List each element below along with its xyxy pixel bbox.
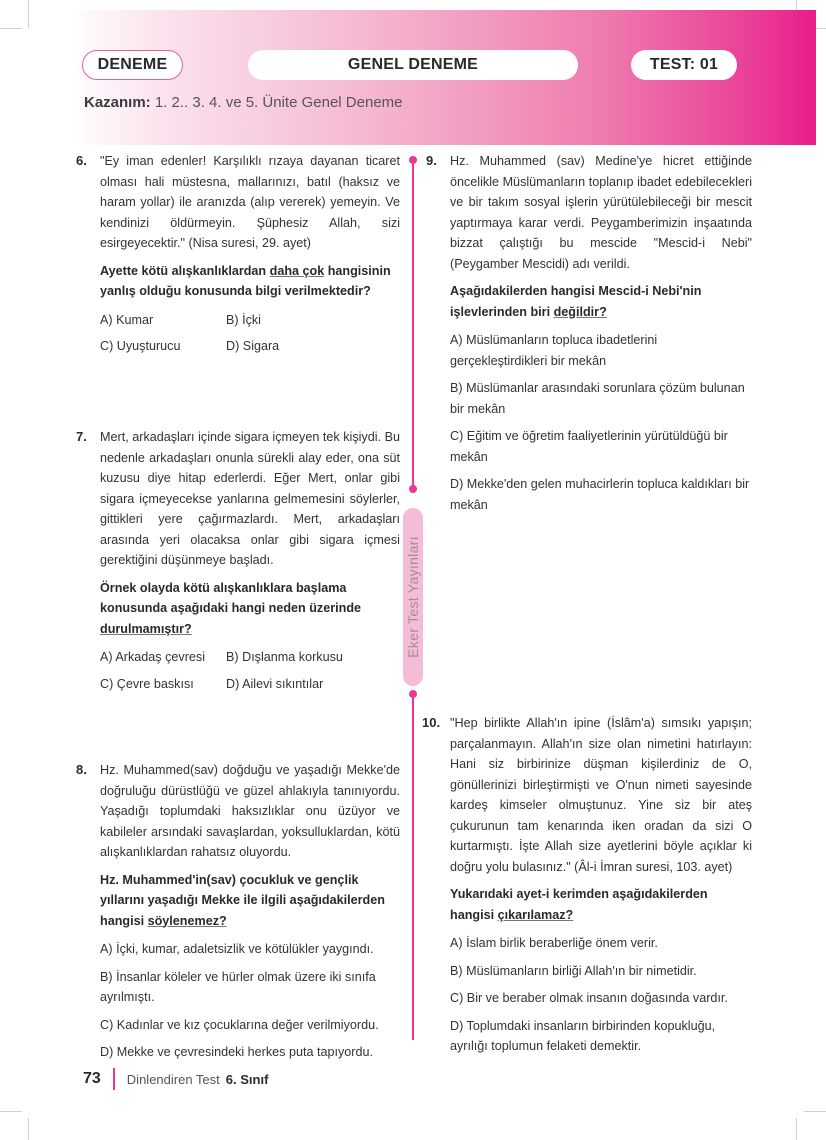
crop-mark (0, 1111, 22, 1112)
option-a[interactable]: A) İslam birlik beraberliğe önem verir. (450, 936, 658, 950)
publisher-name: Eker Test Yayınları (405, 536, 421, 658)
options (100, 310, 400, 357)
deneme-badge: DENEME (82, 50, 183, 80)
question-number: 9. (426, 153, 437, 168)
question-stem: Yukarıdaki ayet-i kerimden aşağıdakilerden hangisi çıkarılamaz? (450, 887, 708, 922)
option-c[interactable]: C) Kadınlar ve kız çocuklarına değer verilmiyordu. (100, 1017, 379, 1032)
question-text: Hz. Muhammed(sav) doğduğu ve yaşadığı Mekke'de doğruluğu dürüstlüğü ve güzel ahlakıyla tanınıyordu. Yaşadığı toplumdaki haksızlıklar onu üzüyor ve kabileler arsındaki savaşlardan, yoksulluklardan, kötü alışkanlıklardan rahatsız oluyordu. (100, 763, 400, 859)
question-number: 8. (76, 762, 87, 777)
kazanim-line (84, 94, 403, 111)
question-number: 7. (76, 429, 87, 444)
question-text: Hz. Muhammed (sav) Medine'ye hicret ettiğinde öncelikle Müslümanların toplanıp ibadet edebilecekleri ve bir takım sosyal işlerin yürütülebileceği bir mescit yaptırmaya karar verdi. Peygamberimizin inşaatında bizzat çalıştığı bu mescide "Mescid-i Nebi" (Peygamber Mescidi) adı verildi. (450, 154, 752, 271)
question-text: "Hep birlikte Allah'ın ipine (İslâm'a) sımsıkı yapışın; parçalanmayın. Allah'ın size olan nimetini hatırlayın: Hani siz birbirinize düşman kişilerdiniz de O, gönüllerinizi birleştirmişti ve O'nun nimeti sayesinde kardeş kimseler olmuştunuz. Yine siz bir ateş çukurunun tam kenarında iken oradan da sizi O kurtarmıştı. İşte Allah size ayetlerini böyle açıklar ki doğru yolu bulasınız." (Âl-i İmran suresi, 103. ayet) (450, 716, 752, 874)
options (100, 647, 400, 694)
option-a[interactable]: A) Kumar (100, 312, 154, 327)
page-footer (83, 1068, 268, 1090)
option-c[interactable]: C) Uyuşturucu (100, 339, 181, 353)
option-a[interactable]: A) Arkadaş çevresi (100, 650, 205, 664)
column-divider (412, 160, 414, 488)
crop-mark (796, 1118, 797, 1140)
test-number-badge: TEST: 01 (631, 50, 737, 80)
question-stem: Ayette kötü alışkanlıklardan daha çok hangisinin yanlış olduğu konusunda bilgi verilmektedir? (100, 263, 391, 298)
option-d[interactable]: D) Ailevi sıkıntılar (226, 676, 324, 691)
page-number: 73 (83, 1070, 101, 1087)
question-number: 6. (76, 153, 87, 168)
option-b[interactable]: B) Müslümanlar arasındaki sorunlara çözüm bulunan bir mekân (450, 381, 745, 416)
question-stem: Örnek olayda kötü alışkanlıklara başlama konusunda aşağıdaki hangi neden üzerinde durulmamıştır? (100, 580, 362, 636)
question-9 (426, 151, 752, 515)
option-d[interactable]: D) Mekke ve çevresindeki herkes puta tapıyordu. (100, 1045, 373, 1059)
kazanim-text: 1. 2.. 3. 4. ve 5. Ünite Genel Deneme (154, 94, 403, 111)
grade-label: 6. Sınıf (225, 1071, 269, 1087)
book-title: Dinlendiren Test (126, 1071, 220, 1087)
option-b[interactable]: B) Müslümanların birliği Allah'ın bir nimetidir. (450, 963, 697, 978)
footer-divider (113, 1068, 115, 1090)
crop-mark (804, 1111, 826, 1112)
option-d[interactable]: D) Mekke'den gelen muhacirlerin topluca kaldıkları bir mekân (450, 477, 750, 512)
question-7 (76, 427, 400, 694)
options (100, 939, 400, 1063)
crop-mark (28, 0, 29, 28)
divider-dot-icon (409, 485, 417, 493)
option-d[interactable]: D) Sigara (226, 339, 280, 353)
option-b[interactable]: B) İçki (226, 312, 261, 327)
question-10 (422, 713, 752, 1057)
option-c[interactable]: C) Bir ve beraber olmak insanın doğasında vardır. (450, 991, 728, 1005)
options (450, 330, 752, 515)
options (450, 933, 752, 1057)
question-number: 10. (422, 715, 441, 730)
crop-mark (28, 1118, 29, 1140)
option-b[interactable]: B) Dışlanma korkusu (226, 650, 343, 664)
option-a[interactable]: A) İçki, kumar, adaletsizlik ve kötülükler yaygındı. (100, 942, 374, 956)
crop-mark (0, 28, 22, 29)
question-text: Mert, arkadaşları içinde sigara içmeyen tek kişiydi. Bu nedenle arkadaşları onunla sürekli alay eder, ona süt kuzusu diye hitap ederlerdi. Eğer Mert, onlar gibi sigara içmeyecekse yanlarına gelmemesini söylerler, gittikleri yere çağırmazlardı. Mert, arkadaşları arasında yeri olacaksa onlar gibi sigara içmesi gerektiğini düşünmeye başladı. (100, 430, 400, 567)
question-text: "Ey iman edenler! Karşılıklı rızaya dayanan ticaret olması hali müstesna, mallarınızı, batıl (haksız ve haram yollar) ile aranızda (alıp vererek) yemeyin. Ve kendinizi öldürmeyin. Şüphesiz Allah, sizi esirgeyecektir." (Nisa suresi, 29. ayet) (100, 154, 400, 250)
option-d[interactable]: D) Toplumdaki insanların birbirinden kopukluğu, ayrılığı toplumun felaketi demektir. (450, 1018, 716, 1053)
page-title: GENEL DENEME (248, 50, 578, 80)
publisher-tab (403, 508, 423, 686)
option-c[interactable]: C) Eğitim ve öğretim faaliyetlerinin yürütüldüğü bir mekân (450, 429, 728, 464)
question-8 (76, 760, 400, 1063)
question-6 (76, 151, 400, 357)
column-divider (412, 694, 414, 1040)
option-b[interactable]: B) İnsanlar köleler ve hürler olmak üzere iki sınıfa ayrılmıştı. (100, 969, 376, 1004)
kazanim-label: Kazanım: (84, 94, 151, 111)
question-stem: Aşağıdakilerden hangisi Mescid-i Nebi'nin işlevlerinden biri değildir? (450, 284, 702, 319)
option-c[interactable]: C) Çevre baskısı (100, 676, 194, 691)
option-a[interactable]: A) Müslümanların topluca ibadetlerini gerçekleştirdikleri bir mekân (450, 333, 658, 368)
question-stem: Hz. Muhammed'in(sav) çocukluk ve gençlik yıllarını yaşadığı Mekke ile ilgili aşağıdakilerden hangisi söylenemez? (100, 872, 385, 928)
